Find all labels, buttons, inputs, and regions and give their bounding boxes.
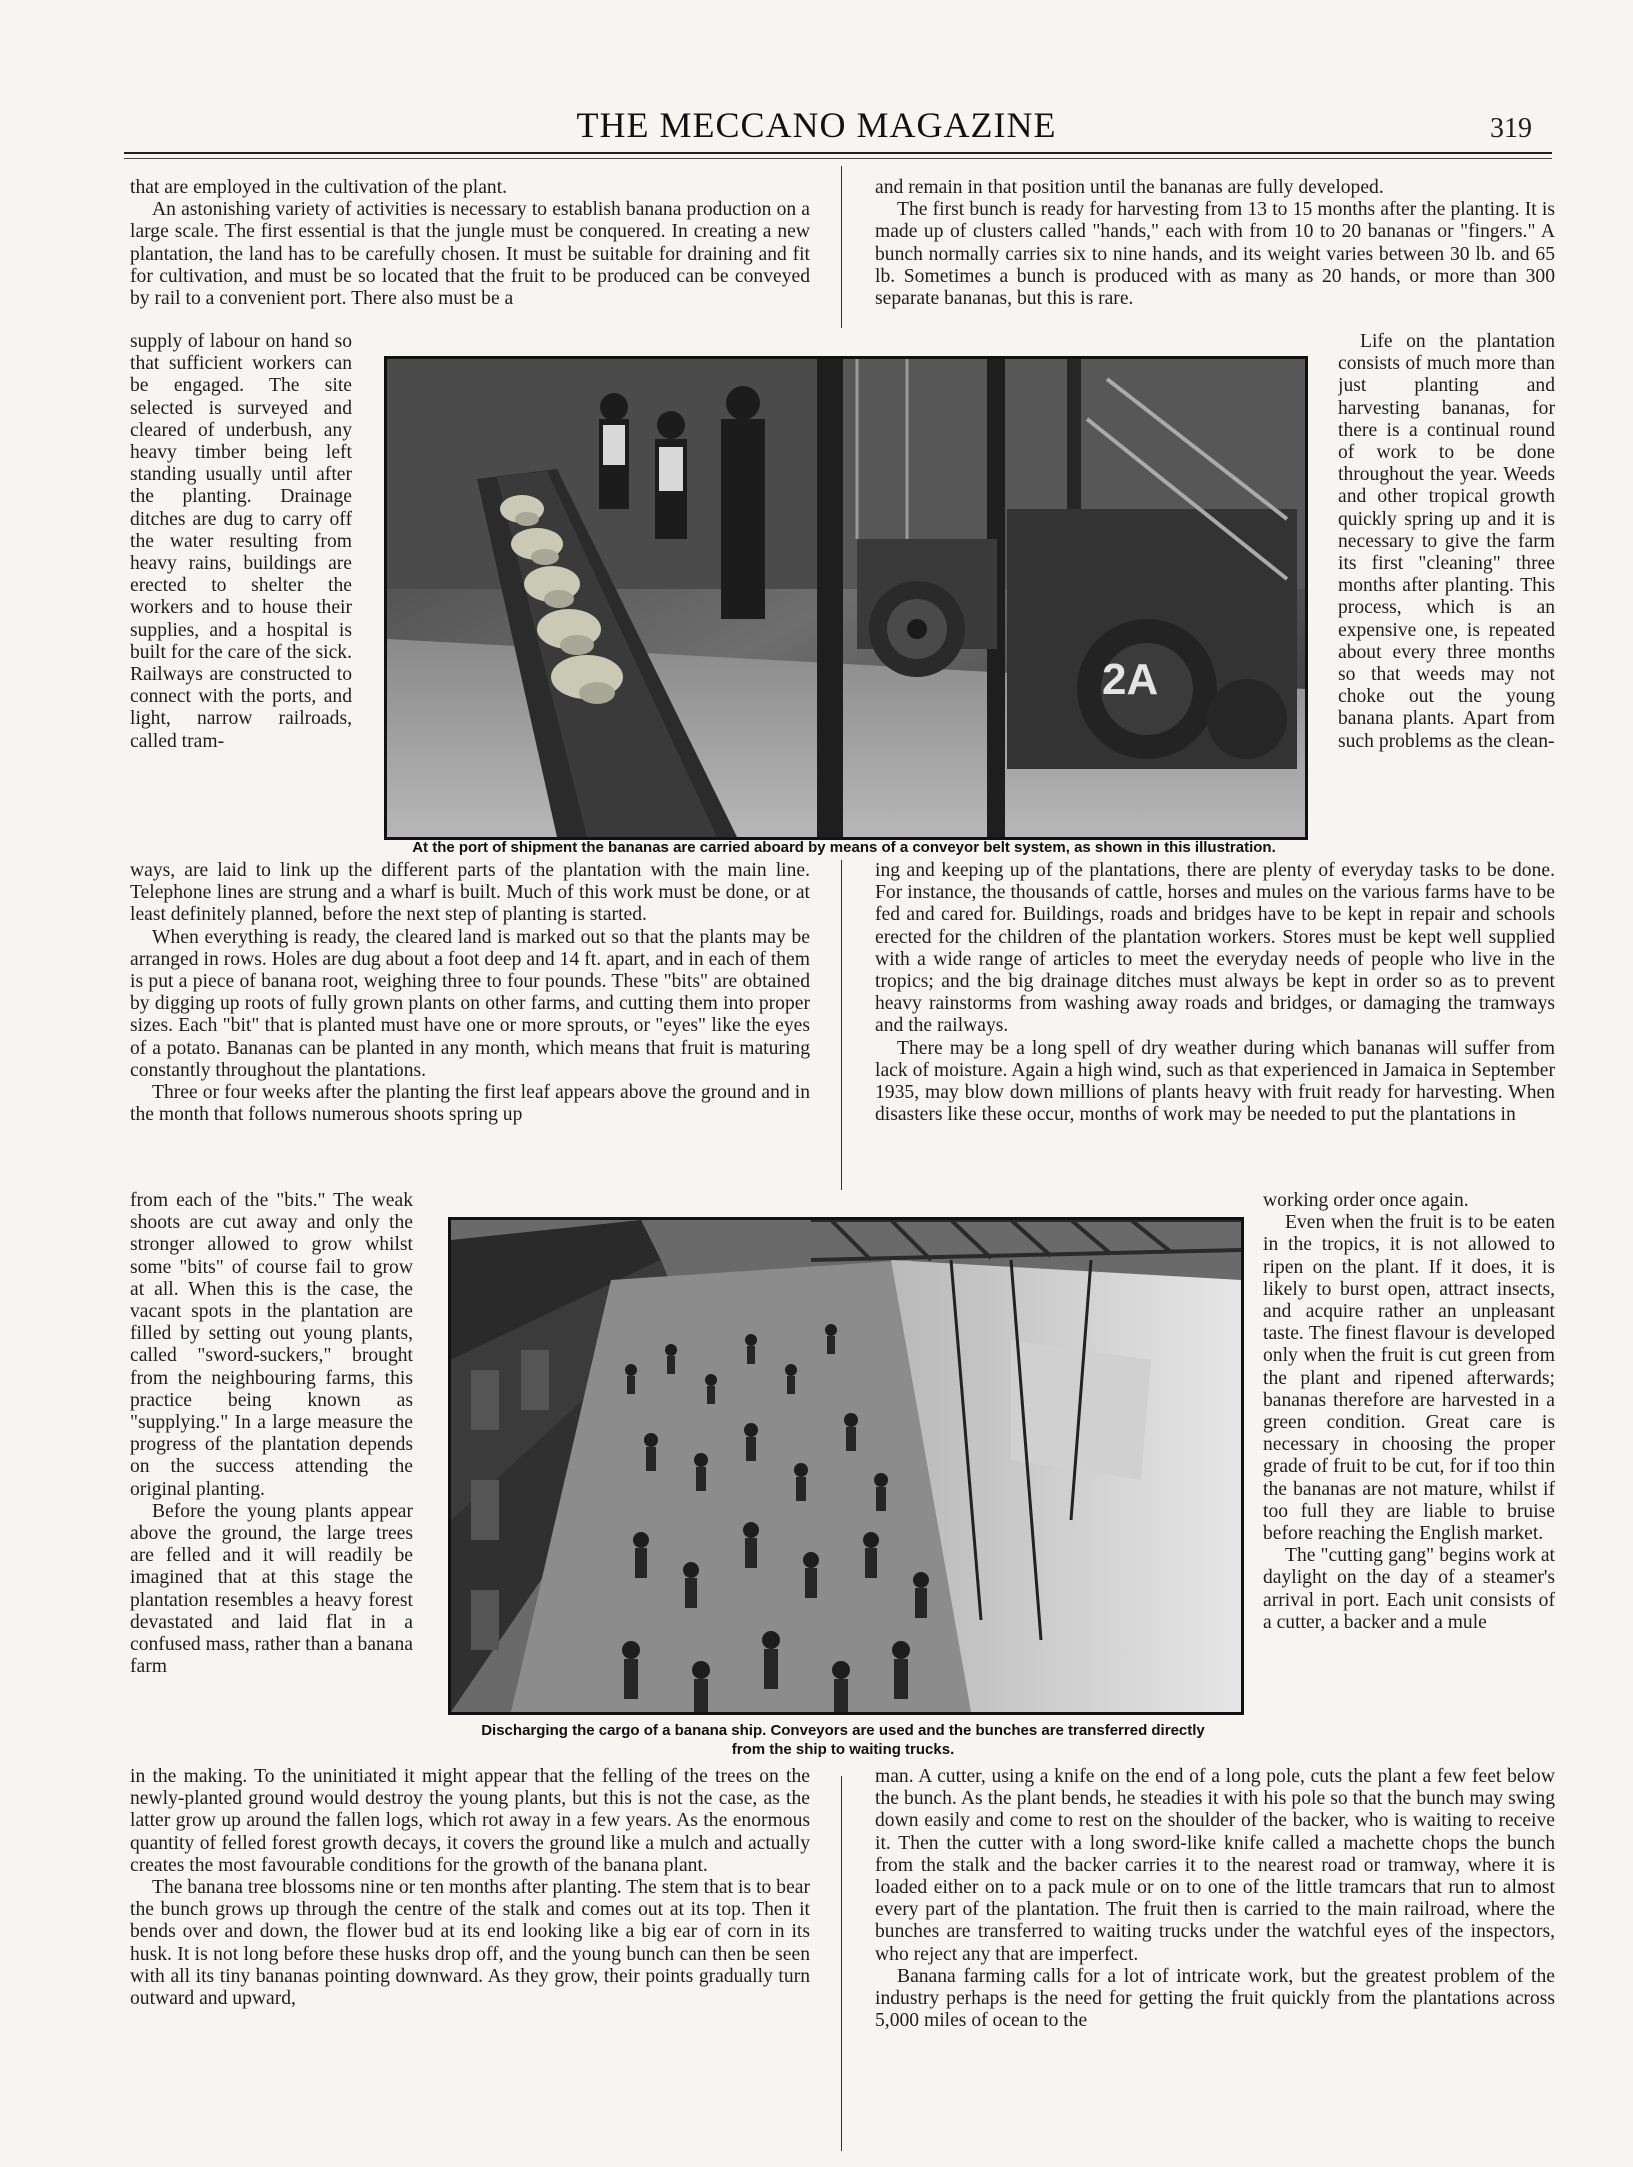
paragraph: man. A cutter, using a knife on the end of a long pole, cuts the plant a few feet below the bunch. As the plant bends, he steadies it with his pole so that the bunch may swing down easily and come to rest on the shoulder of the backer, who is waiting to receive it. Then the cutter with a long sword-like knife called a machette chops the bunch from the stalk and the backer carries it to the nearest road or tramway, where it is loaded either on to a pack mule or on to one of the little tramcars that run to almost every part of the plantation. The fruit then is carried to the main railroad, where the bunches are transferred to waiting trucks under the watchful eyes of the inspectors, who reject any that are imperfect. bbox=[875, 1766, 1555, 1965]
caption-line: from the ship to waiting trucks. bbox=[731, 1741, 955, 1758]
paragraph: Three or four weeks after the planting the first leaf appears above the ground and in the month that follows numerous shoots spring up bbox=[130, 1082, 810, 1126]
ship-discharging-illustration bbox=[451, 1220, 1241, 1712]
conveyor-belt-illustration bbox=[387, 359, 1305, 837]
left-narrow-text-b bbox=[130, 1190, 413, 1766]
left-top-text bbox=[130, 177, 810, 331]
page-number: 319 bbox=[1490, 113, 1532, 144]
right-narrow-text-b bbox=[1263, 1190, 1555, 1766]
caption-line: Discharging the cargo of a banana ship. Conveyors are used and the bunches are transferred directly bbox=[481, 1722, 1205, 1739]
paragraph: ways, are laid to link up the different parts of the plantation with the main line. Telephone lines are strung and a wharf is built. Much of this work must be done, or at least definitely planned, before the next step of planting is started. bbox=[130, 860, 810, 926]
paragraph: Life on the plantation consists of much more than just planting and harvesting bananas, for there is a continual round of work to be done throughout the year. Weeds and other tropical growth quickly spring up and it is necessary to give the farm its first "cleaning" three months after planting. This process, which is an expensive one, is repeated about every three months so that weeds may not choke out the young banana plants. Apart from such problems as the clean- bbox=[1338, 331, 1555, 752]
paragraph: ing and keeping up of the plantations, there are plenty of everyday tasks to be done. For instance, the thousands of cattle, horses and mules on the various farms have to be fed and cared for. Buildings, roads and bridges have to be kept in repair and schools erected for the children of the plantation workers. Stores must be kept well supplied with a wide range of articles to meet the everyday needs of people who live in the tropics; and the big drainage ditches must always be kept in order so as to prevent heavy rainstorms from washing away roads and bridges, or damaging the tramways and the railways. bbox=[875, 860, 1555, 1037]
column-divider-top bbox=[841, 166, 842, 328]
paragraph: Banana farming calls for a lot of intricate work, but the greatest problem of the industry perhaps is the need for getting the fruit quickly from the plantations across 5,000 miles of ocean to the bbox=[875, 1965, 1555, 2032]
column-divider-bottom bbox=[841, 1776, 842, 2151]
header-rule-thin bbox=[124, 158, 1552, 159]
paragraph: in the making. To the uninitiated it might appear that the felling of the trees on the newly-planted ground would destroy the young plants, but this is not the case, as the latter grow up around the fallen logs, which rot away in a few years. As the enormous quantity of felled forest growth decays, it covers the ground like a mulch and actually creates the most favourable conditions for the growth of the banana plant. bbox=[130, 1766, 810, 1876]
paragraph: The banana tree blossoms nine or ten months after planting. The stem that is to bear the bunch grows up through the centre of the stalk and comes out at its top. Then it bends over and down, the flower bud at its end looking like a big ear of corn in its husk. It is not long before these husks drop off, and the young bunch can then be seen with all its tiny bananas pointing downward. As they grow, their points gradually turn outward and upward, bbox=[130, 1877, 810, 2010]
right-middle-text bbox=[875, 860, 1555, 1190]
paragraph: supply of labour on hand so that sufficient workers can be engaged. The site selected is surveyed and cleared of underbush, any heavy timber being left standing usually until after the planting. Drainage ditches are dug to carry off the water resulting from heavy rains, buildings are erected to shelter the workers and to house their supplies, and a hospital is built for the care of the sick. Railways are constructed to connect with the ports, and light, narrow railroads, called tram- bbox=[130, 331, 352, 752]
magazine-title: THE MECCANO MAGAZINE bbox=[576, 105, 1057, 145]
discharging-photo-caption bbox=[430, 1721, 1256, 1759]
right-bottom-text bbox=[875, 1766, 1555, 2151]
paragraph: An astonishing variety of activities is necessary to establish banana production on a large scale. The first essential is that the jungle must be conquered. In creating a new plantation, the land has to be carefully chosen. It must be suitable for draining and fit for cultivation, and must be so located that the fruit to be produced can be conveyed by rail to a convenient port. There also must be a bbox=[130, 199, 810, 310]
column-divider-middle bbox=[841, 860, 842, 1190]
right-top-text bbox=[875, 177, 1555, 331]
left-bottom-text bbox=[130, 1766, 810, 2151]
ship-discharging-photo bbox=[448, 1217, 1244, 1715]
conveyor-belt-photo bbox=[384, 356, 1308, 840]
conveyor-photo-caption: At the port of shipment the bananas are carried aboard by means of a conveyor belt system, as shown in this illustration. bbox=[412, 839, 1276, 856]
paragraph: When everything is ready, the cleared land is marked out so that the plants may be arranged in rows. Holes are dug about a foot deep and 14 ft. apart, and in each of them is put a piece of banana root, weighing three to four pounds. These "bits" are obtained by digging up roots of fully grown plants on other farms, and cutting them into proper sizes. Each "bit" that is planted must have one or more sprouts, or "eyes" like the eyes of a potato. Bananas can be planted in any month, which means that fruit is maturing constantly throughout the plantations. bbox=[130, 926, 810, 1081]
paragraph: working order once again. bbox=[1263, 1190, 1469, 1211]
left-middle-text bbox=[130, 860, 810, 1190]
paragraph: The first bunch is ready for harvesting from 13 to 15 months after the planting. It is made up of clusters called "hands," each with from 10 to 20 bananas or "fingers." A bunch normally carries six to nine hands, and its weight varies between 30 lb. and 65 lb. Sometimes a bunch is produced with as many as 20 hands, or more than 300 separate bananas, but this is rare. bbox=[875, 199, 1555, 310]
paragraph: There may be a long spell of dry weather during which bananas will suffer from lack of moisture. Again a high wind, such as that experienced in Jamaica in September 1935, may blow down millions of plants heavy with fruit ready for harvesting. When disasters like these occur, months of work may be needed to put the plantations in bbox=[875, 1037, 1555, 1126]
paragraph: Before the young plants appear above the ground, the large trees are felled and it will readily be imagined that at this stage the plantation resembles a heavy forest devastated and laid flat in a confused mass, rather than a banana farm bbox=[130, 1500, 413, 1678]
paragraph: and remain in that position until the bananas are fully developed. bbox=[875, 177, 1384, 198]
left-narrow-text-a bbox=[130, 331, 352, 859]
paragraph: Even when the fruit is to be eaten in the tropics, it is not allowed to ripen on the plant. If it does, it is likely to burst open, attract insects, and acquire rather an unpleasant taste. The finest flavour is developed only when the fruit is cut green from the plant and ripened afterwards; bananas therefore are harvested in a green condition. Great care is necessary in choosing the proper grade of fruit to be cut, for if too thin the bananas are not mature, whilst if too full they are liable to bruise before reaching the English market. bbox=[1263, 1212, 1555, 1545]
paragraph: The "cutting gang" begins work at daylight on the day of a steamer's arrival in port. Each unit consists of a cutter, a backer and a mule bbox=[1263, 1545, 1555, 1633]
paragraph: from each of the "bits." The weak shoots are cut away and only the stronger allowed to grow whilst some "bits" of course fail to grow at all. When this is the case, the vacant spots in the plantation are filled by setting out young plants, called "sword-suckers," brought from the neighbouring farms, this practice being known as "supplying." In a large measure the progress of the plantation depends on the success attending the original planting. bbox=[130, 1190, 413, 1500]
header-rule bbox=[124, 152, 1552, 154]
machine-sign: 2A bbox=[1102, 655, 1159, 704]
right-narrow-text-a bbox=[1338, 331, 1555, 859]
paragraph: that are employed in the cultivation of the plant. bbox=[130, 177, 508, 198]
